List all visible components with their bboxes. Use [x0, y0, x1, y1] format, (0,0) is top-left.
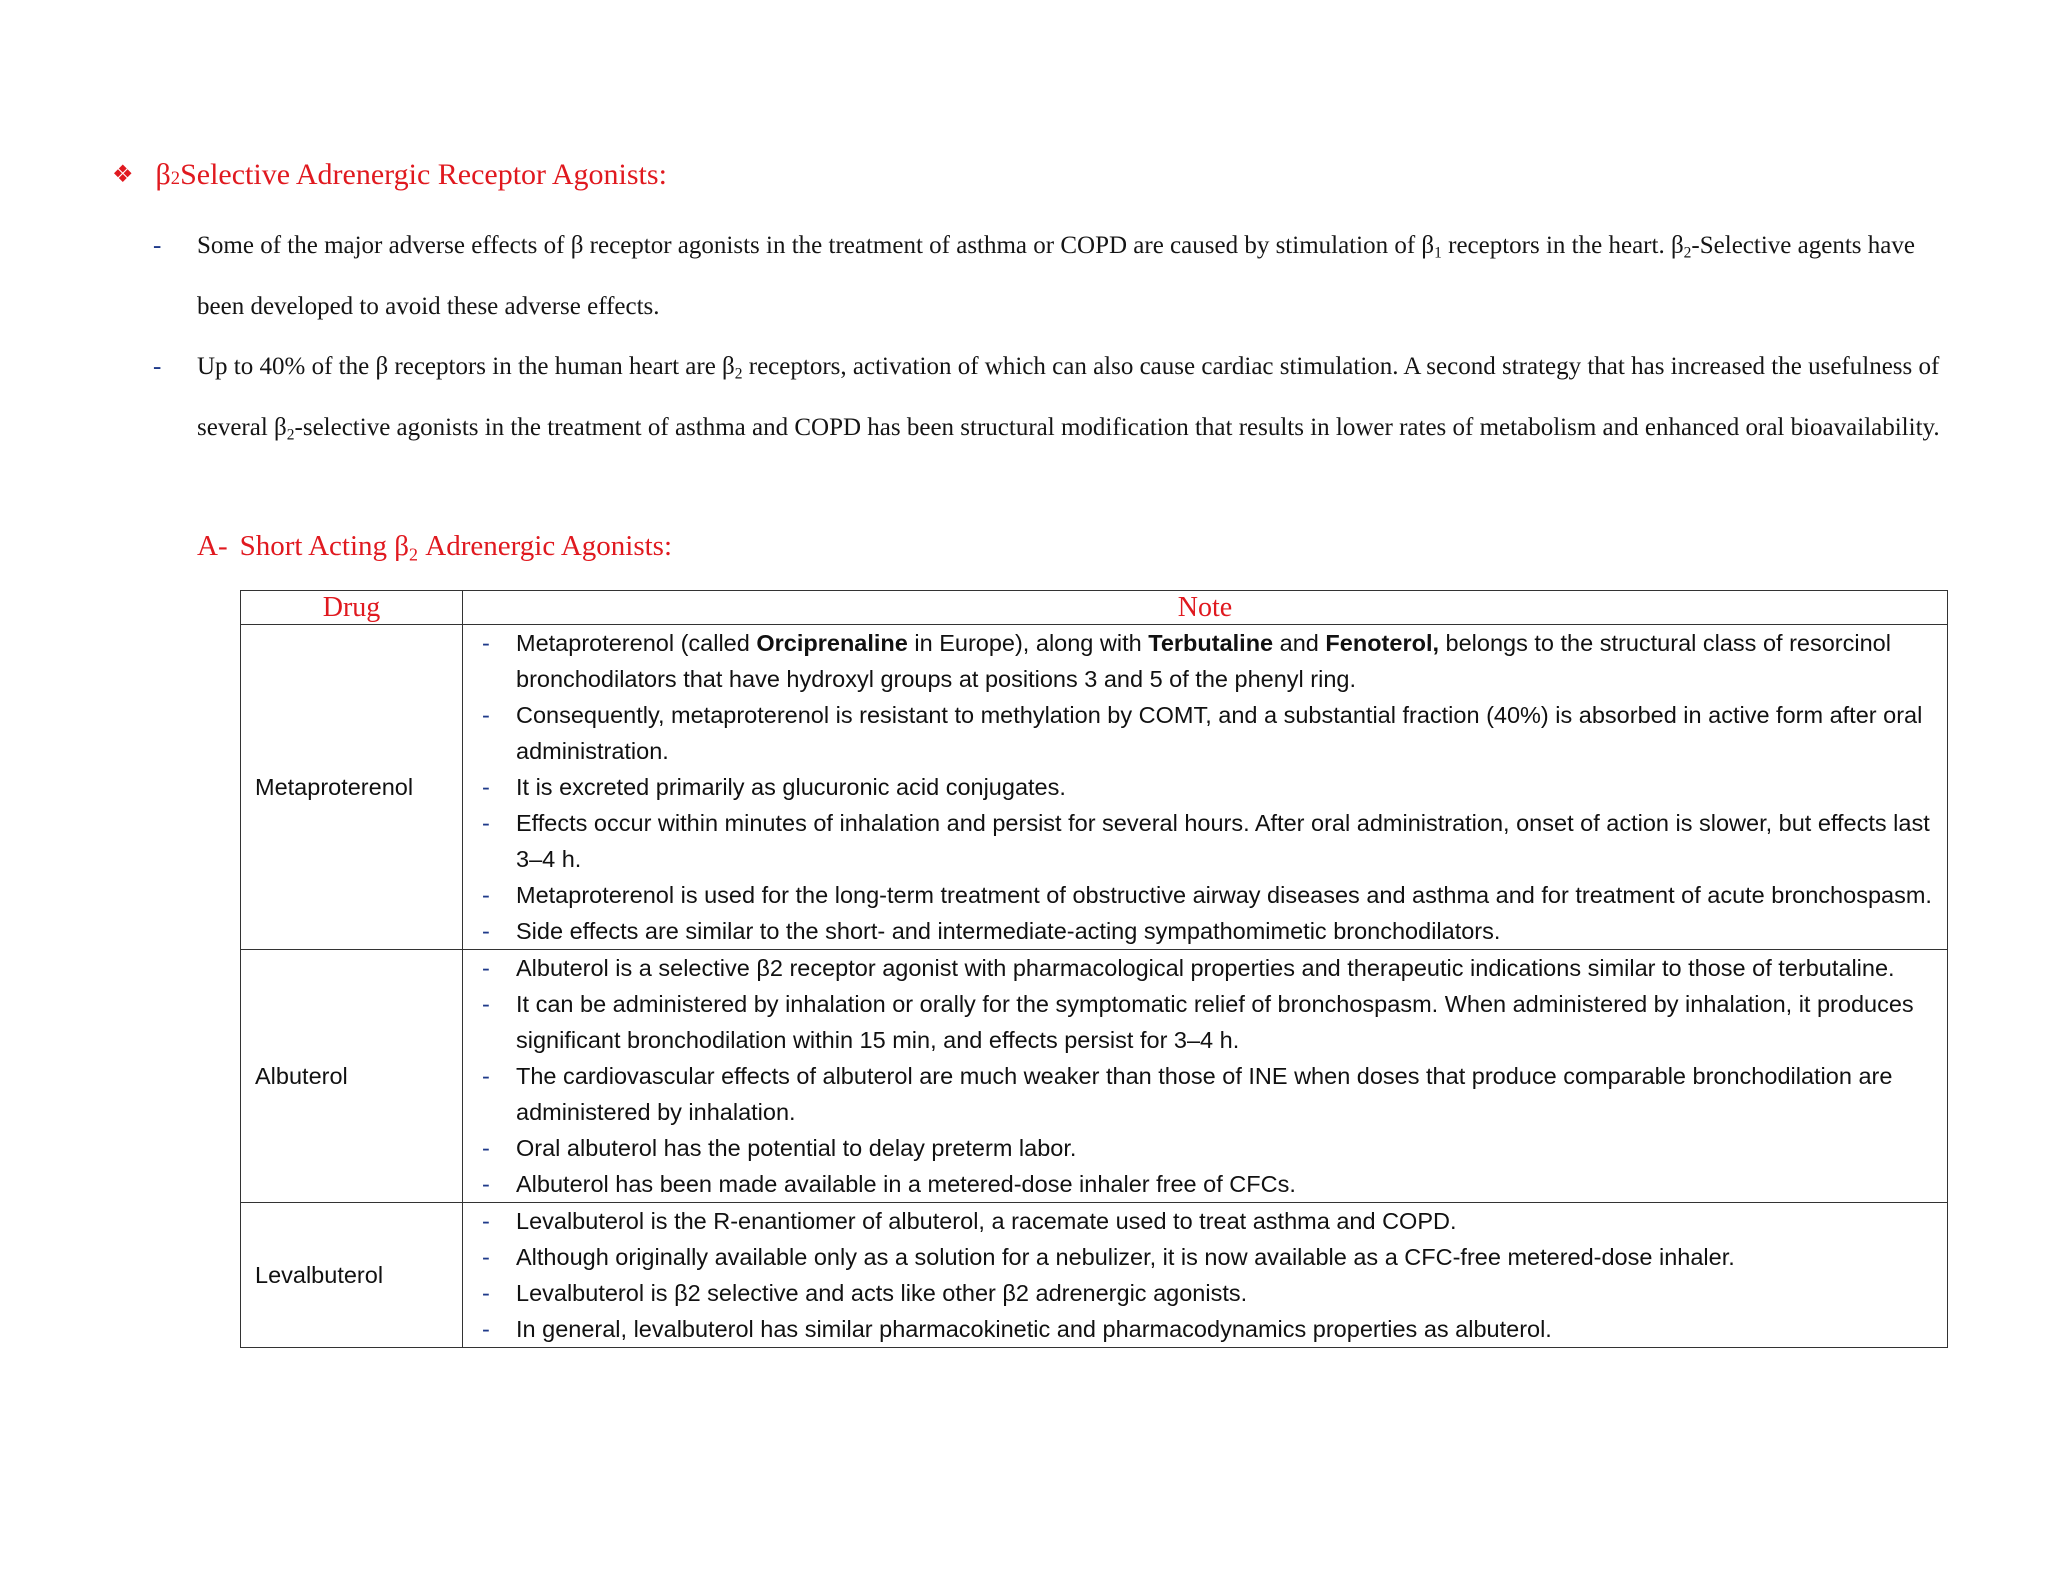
list-item: - It is excreted primarily as glucuronic acid conjugates. [463, 769, 1947, 805]
column-header-drug: Drug [241, 591, 463, 625]
subscript: 2 [286, 426, 295, 444]
table-header-row [241, 591, 1948, 625]
heading-beta: β [155, 158, 171, 191]
subscript: 2 [1683, 244, 1692, 262]
paragraph-text: -Selective agents have been developed to avoid these adverse effects. [197, 232, 1915, 320]
table-row [241, 1203, 1948, 1348]
section-heading: ❖ β 2 Selective Adrenergic Receptor Agonists: [112, 158, 667, 191]
list-item: - Metaproterenol (called Orciprenaline in Europe), along with Terbutaline and Fenoterol, belongs to the structural class of resorcinol bronchodilators that have hydroxyl groups at positions 3 and 5 of the phenyl ring. [463, 625, 1947, 697]
bold-term: Orciprenaline [756, 630, 908, 656]
paragraph-text: receptors in the heart. β [1441, 232, 1684, 259]
notes-cell [463, 625, 1948, 950]
heading-text: Selective Adrenergic Receptor Agonists: [180, 158, 667, 191]
intro-paragraph-2 [153, 336, 1967, 458]
list-item: - Effects occur within minutes of inhalation and persist for several hours. After oral administration, onset of action is slower, but effects last 3–4 h. [463, 805, 1947, 877]
list-item: - In general, levalbuterol has similar pharmacokinetic and pharmacodynamics properties as albuterol. [463, 1311, 1947, 1347]
subscript: 1 [1434, 244, 1442, 262]
subscript: 2 [409, 544, 419, 565]
notes-cell [463, 950, 1948, 1203]
bold-term: Fenoterol, [1325, 630, 1440, 656]
list-item: - Levalbuterol is β2 selective and acts like other β2 adrenergic agonists. [463, 1275, 1947, 1311]
paragraph-text: Some of the major adverse effects of β receptor agonists in the treatment of asthma or COPD are caused by stimulation of β [197, 232, 1435, 259]
list-dash: - [153, 353, 162, 380]
intro-paragraph-1 [153, 215, 1967, 337]
notes-list [463, 1203, 1947, 1347]
list-item: - Although originally available only as a solution for a nebulizer, it is now available as a CFC-free metered-dose inhaler. [463, 1239, 1947, 1275]
subscript: 2 [734, 365, 743, 383]
subsection-text: Short Acting β [239, 530, 410, 562]
table-row [241, 625, 1948, 950]
list-item: - Albuterol is a selective β2 receptor agonist with pharmacological properties and therapeutic indications similar to those of terbutaline. [463, 950, 1947, 986]
notes-cell [463, 1203, 1948, 1348]
list-dash: - [153, 232, 162, 259]
paragraph-text: Up to 40% of the β receptors in the human heart are β [197, 353, 735, 380]
subsection-heading [197, 530, 672, 563]
list-item: - It can be administered by inhalation or orally for the symptomatic relief of bronchospasm. When administered by inhalation, it produces significant bronchodilation within 15 min, and effects persist for 3–4 h. [463, 986, 1947, 1058]
bold-term: Terbutaline [1148, 630, 1274, 656]
list-item: - Oral albuterol has the potential to delay preterm labor. [463, 1130, 1947, 1166]
paragraph-text: receptors, activation of which can also cause cardiac stimulation. A second strategy that has increased the usefulness of several β [197, 353, 1940, 441]
list-item: - Albuterol has been made available in a metered-dose inhaler free of CFCs. [463, 1166, 1947, 1202]
drug-table [240, 590, 1948, 1348]
drug-name-cell: Metaproterenol [241, 625, 463, 950]
column-header-note: Note [463, 591, 1948, 625]
list-item: - The cardiovascular effects of albuterol are much weaker than those of INE when doses that produce comparable bronchodilation are administered by inhalation. [463, 1058, 1947, 1130]
subsection-letter: A- [197, 530, 228, 562]
list-item: - Metaproterenol is used for the long-term treatment of obstructive airway diseases and asthma and for treatment of acute bronchospasm. [463, 877, 1947, 913]
drug-name-cell: Levalbuterol [241, 1203, 463, 1348]
notes-list [463, 625, 1947, 949]
list-item: - Levalbuterol is the R-enantiomer of albuterol, a racemate used to treat asthma and COPD. [463, 1203, 1947, 1239]
paragraph-text: -selective agonists in the treatment of asthma and COPD has been structural modification that results in lower rates of metabolism and enhanced oral bioavailability. [294, 414, 1940, 441]
diamond-bullet-icon: ❖ [112, 162, 134, 188]
list-item: - Consequently, metaproterenol is resistant to methylation by COMT, and a substantial fraction (40%) is absorbed in active form after oral administration. [463, 697, 1947, 769]
drug-name-cell: Albuterol [241, 950, 463, 1203]
table-row [241, 950, 1948, 1203]
subsection-text: Adrenergic Agonists: [418, 530, 673, 562]
notes-list [463, 950, 1947, 1202]
list-item: - Side effects are similar to the short- and intermediate-acting sympathomimetic bronchodilators. [463, 913, 1947, 949]
